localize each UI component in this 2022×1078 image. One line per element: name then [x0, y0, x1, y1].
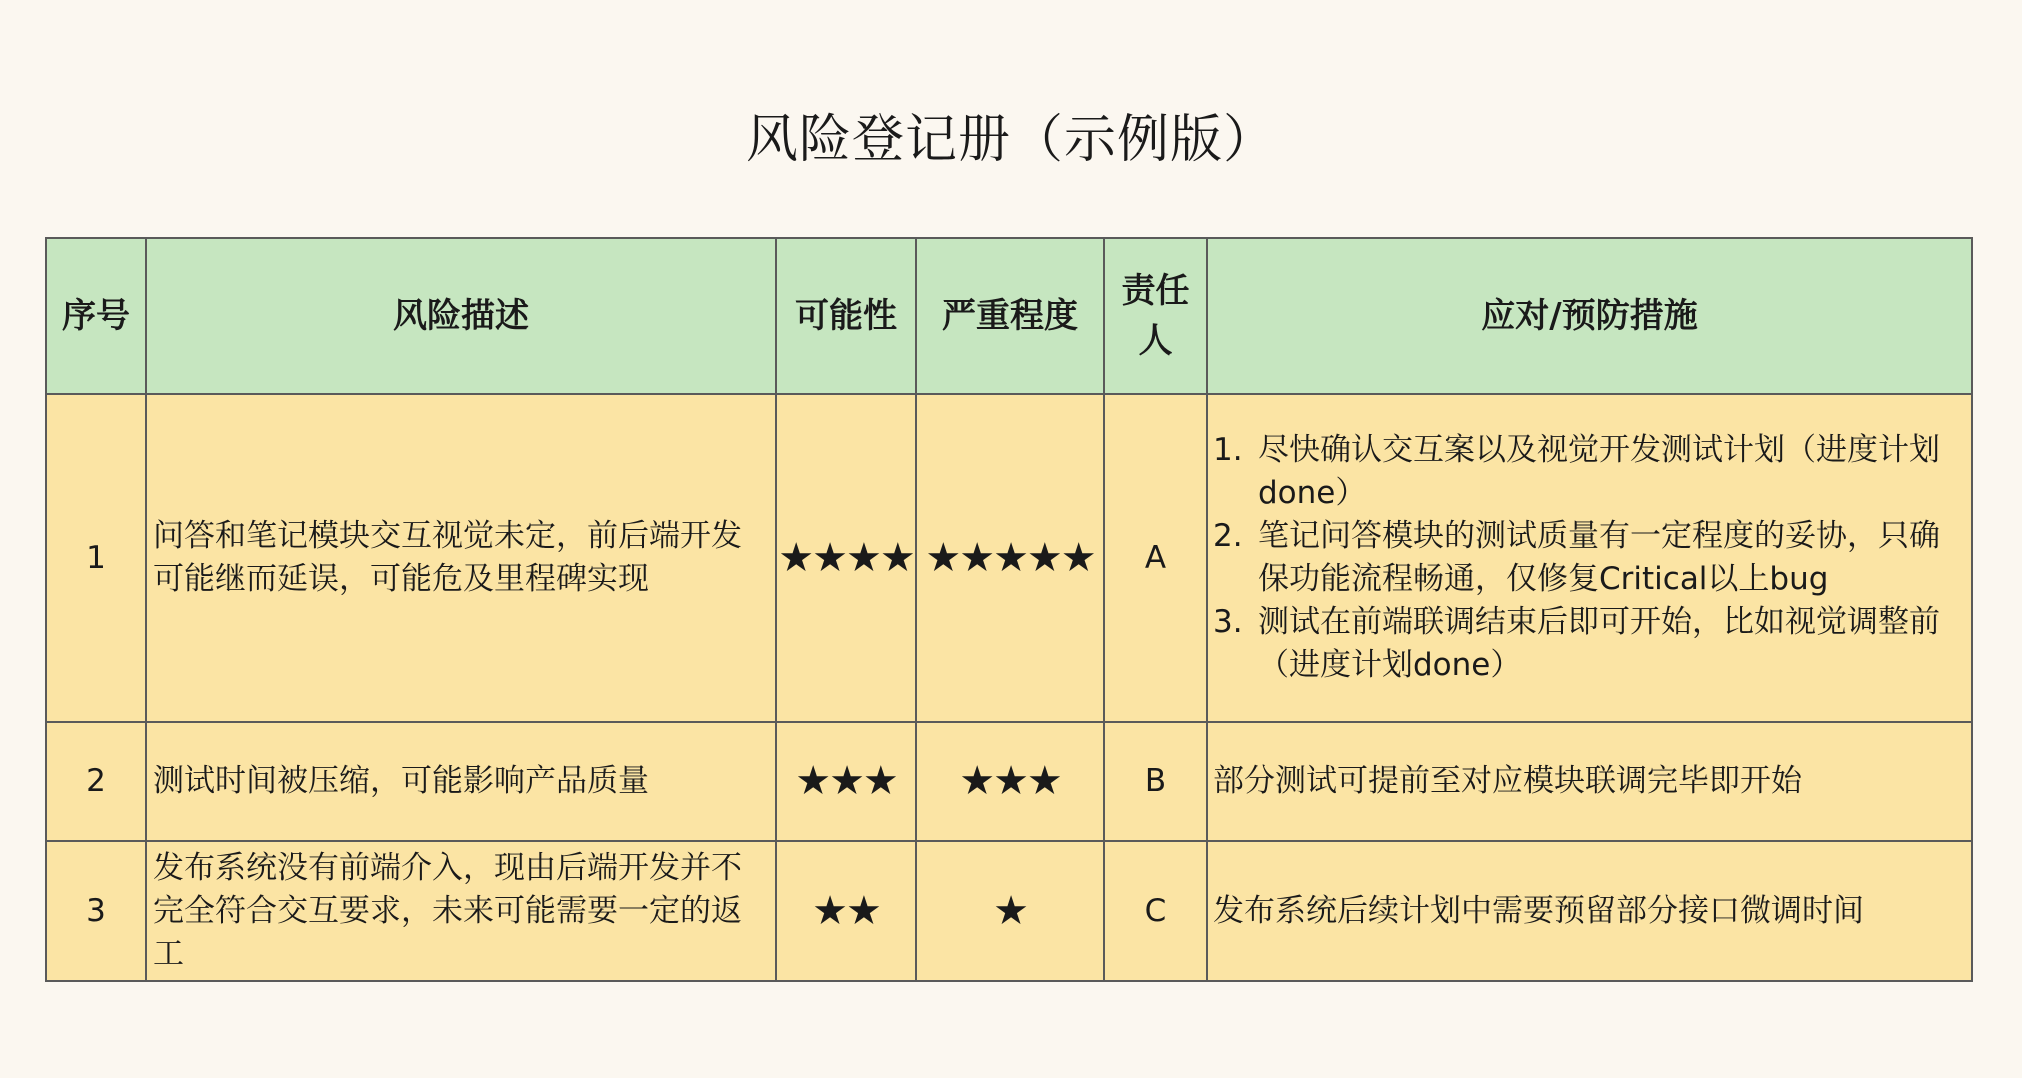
severity-stars: ★ [916, 841, 1104, 981]
header-severity: 严重程度 [916, 238, 1104, 394]
measures-list [1213, 429, 1963, 687]
likelihood-stars: ★★★★ [776, 394, 916, 722]
risk-register-table [45, 237, 1973, 982]
header-measures: 应对/预防措施 [1207, 238, 1972, 394]
measure-text: 测试在前端联调结束后即可开始，比如视觉调整前（进度计划done） [1258, 604, 1940, 683]
header-owner: 责任人 [1104, 238, 1207, 394]
table-row [46, 841, 1972, 981]
measure-text: 发布系统后续计划中需要预留部分接口微调时间 [1207, 841, 1972, 981]
measure-number: 2. [1213, 518, 1243, 554]
risk-description: 问答和笔记模块交互视觉未定，前后端开发可能继而延误，可能危及里程碑实现 [146, 394, 776, 722]
table-row [46, 722, 1972, 841]
header-number: 序号 [46, 238, 146, 394]
owner: B [1104, 722, 1207, 841]
owner: C [1104, 841, 1207, 981]
owner: A [1104, 394, 1207, 722]
likelihood-stars: ★★ [776, 841, 916, 981]
row-number: 1 [46, 394, 146, 722]
measures-cell [1207, 394, 1972, 722]
measure-item [1213, 429, 1963, 515]
page-title: 风险登记册（示例版） [745, 110, 1276, 170]
measure-text: 尽快确认交互案以及视觉开发测试计划（进度计划done） [1258, 432, 1940, 511]
severity-stars: ★★★ [916, 722, 1104, 841]
measure-text: 笔记问答模块的测试质量有一定程度的妥协，只确保功能流程畅通，仅修复Critical以上bug [1258, 518, 1940, 597]
table-row [46, 394, 1972, 722]
row-number: 3 [46, 841, 146, 981]
measure-item [1213, 515, 1963, 601]
measure-item [1213, 601, 1963, 687]
header-description: 风险描述 [146, 238, 776, 394]
header-likelihood: 可能性 [776, 238, 916, 394]
measure-text: 部分测试可提前至对应模块联调完毕即开始 [1207, 722, 1972, 841]
risk-description: 发布系统没有前端介入，现由后端开发并不完全符合交互要求，未来可能需要一定的返工 [146, 841, 776, 981]
row-number: 2 [46, 722, 146, 841]
table-header-row [46, 238, 1972, 394]
severity-stars: ★★★★★ [916, 394, 1104, 722]
measure-number: 3. [1213, 604, 1243, 640]
measure-number: 1. [1213, 432, 1243, 468]
likelihood-stars: ★★★ [776, 722, 916, 841]
risk-description: 测试时间被压缩，可能影响产品质量 [146, 722, 776, 841]
